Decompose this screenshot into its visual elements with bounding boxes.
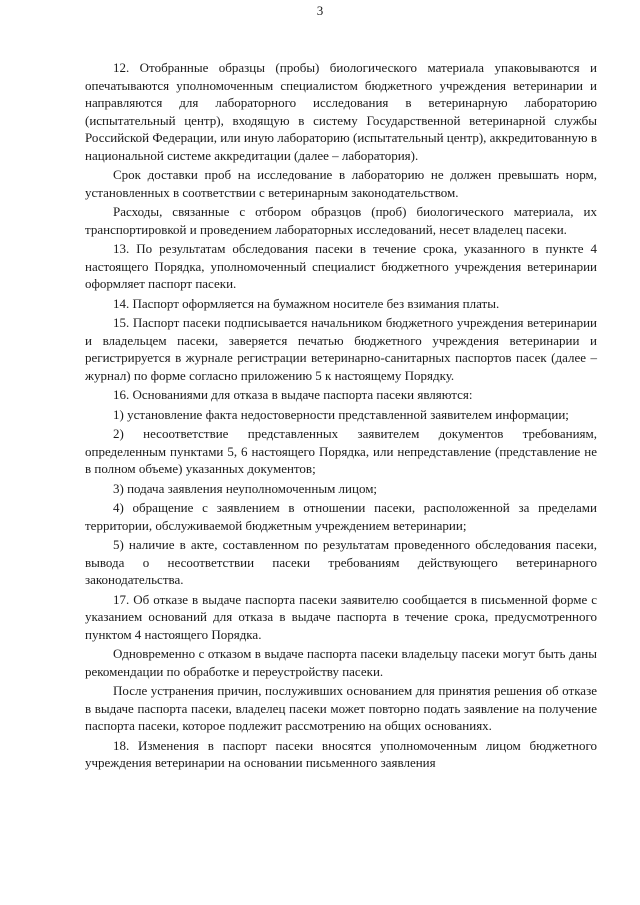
paragraph-12: 12. Отобранные образцы (пробы) биологического материала упаковываются и опечатываются уполномоченным специалистом бюджетного учреждения ветеринарии и направляются для лабораторного исследования в ветеринарную лабораторию (испытательный центр), входящую в систему Государственной ветеринарной службы Российской Федерации, или иную лабораторию (испытательный центр), аккредитованную в национальной системе аккредитации (далее – лаборатория).	[85, 60, 597, 163]
list-item-1: 1) установление факта недостоверности представленной заявителем информации;	[113, 406, 569, 422]
list-item-2: 2) несоответствие представленных заявителем документов требованиям, определенным пунктами 5, 6 настоящего Порядка, или непредставление (представление не в полном объеме) указанных документов;	[85, 426, 597, 476]
list-item-3: 3) подача заявления неуполномоченным лицом;	[113, 480, 378, 496]
paragraph-18: 18. Изменения в паспорт пасеки вносятся уполномоченным лицом бюджетного учреждения ветеринарии на основании письменного заявления	[85, 737, 597, 770]
page-number: 3	[316, 3, 324, 18]
list-item-4: 4) обращение с заявлением в отношении пасеки, расположенной за пределами территории, обслуживаемой бюджетным учреждением ветеринарии;	[85, 500, 597, 533]
paragraph-16: 16. Основаниями для отказа в выдаче паспорта пасеки являются:	[113, 387, 473, 402]
paragraph-delivery-term: Срок доставки проб на исследование в лабораторию не должен превышать норм, установленных в соответствии с ветеринарным законодательством.	[85, 167, 597, 200]
paragraph-expenses: Расходы, связанные с отбором образцов (проб) биологического материала, их транспортировкой и проведением лабораторных исследований, несет владелец пасеки.	[85, 204, 597, 237]
list-item-5: 5) наличие в акте, составленном по результатам проведенного обследования пасеки, вывода о несоответствии пасеки требованиям действующего ветеринарного законодательства.	[85, 537, 597, 587]
paragraph-15: 15. Паспорт пасеки подписывается начальником бюджетного учреждения ветеринарии и владельцем пасеки, заверяется печатью бюджетного учреждения ветеринарии и регистрируется в журнале регистрации ветеринарно-санитарных паспортов пасек (далее – журнал) по форме согласно приложению 5 к настоящему Порядку.	[85, 315, 597, 383]
paragraph-recommendations: Одновременно с отказом в выдаче паспорта пасеки владельцу пасеки могут быть даны рекомендации по обработке и переустройству пасеки.	[85, 646, 597, 679]
document-body	[85, 59, 597, 774]
paragraph-14: 14. Паспорт оформляется на бумажном носителе без взимания платы.	[113, 295, 500, 311]
paragraph-reapply: После устранения причин, послуживших основанием для принятия решения об отказе в выдаче паспорта пасеки, владелец пасеки может повторно подать заявление на получение паспорта пасеки, которое подлежит рассмотрению на общих основаниях.	[85, 683, 597, 733]
paragraph-17: 17. Об отказе в выдаче паспорта пасеки заявителю сообщается в письменной форме с указанием оснований для отказа в выдаче паспорта в течение срока, предусмотренного пунктом 4 настоящего Порядка.	[85, 591, 597, 642]
paragraph-13: 13. По результатам обследования пасеки в течение срока, указанного в пункте 4 настоящего Порядка, уполномоченный специалист бюджетного учреждения ветеринарии оформляет паспорт пасеки.	[85, 241, 597, 291]
